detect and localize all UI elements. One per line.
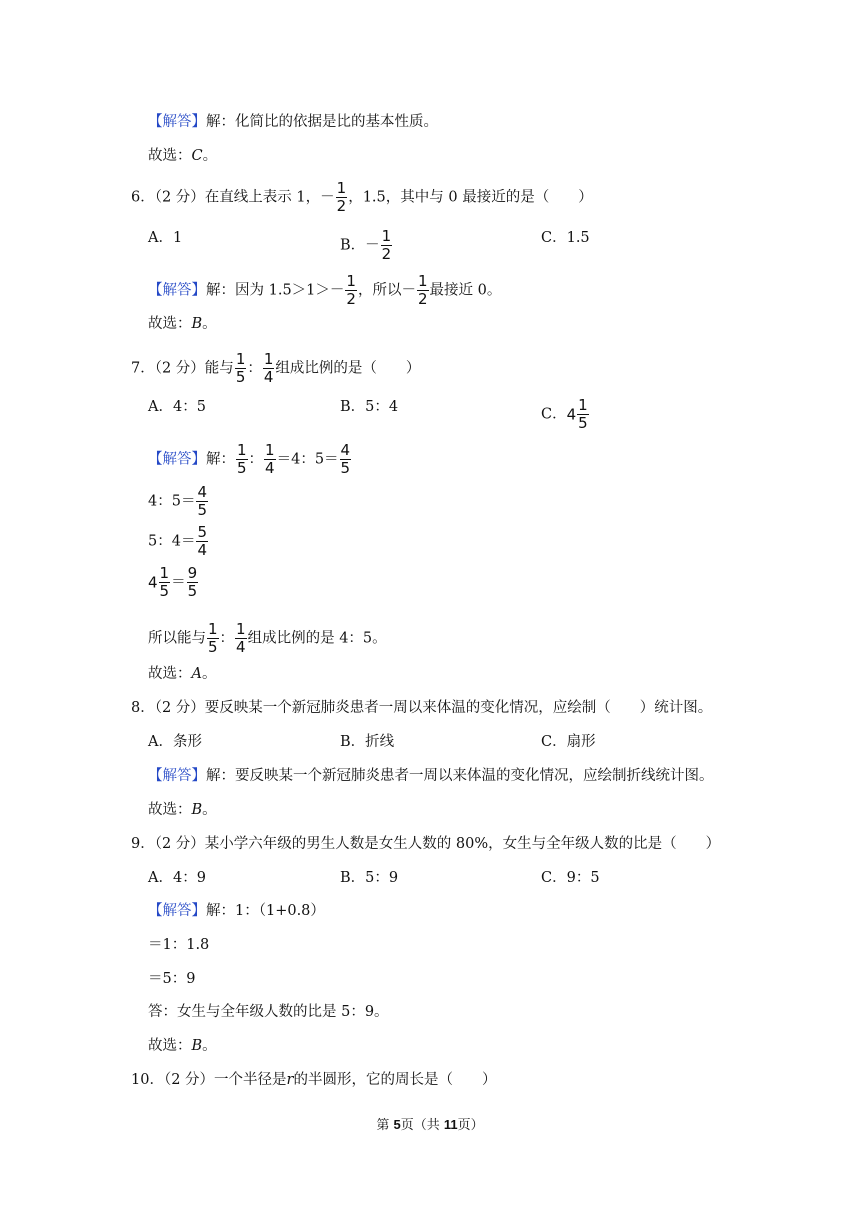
numerator: 1 bbox=[159, 564, 170, 582]
denominator: 2 bbox=[346, 290, 356, 308]
choice-suffix: 。 bbox=[201, 666, 217, 682]
numerator: 1 bbox=[346, 272, 356, 290]
page-footer bbox=[0, 1114, 860, 1133]
answer-tag: 【解答】 bbox=[148, 114, 206, 130]
q9-option-a: A．4：9 bbox=[148, 870, 206, 886]
minus-sign: － bbox=[329, 282, 345, 299]
q7-answer bbox=[148, 442, 352, 477]
fraction bbox=[340, 442, 352, 477]
q9-step-2: ＝5：9 bbox=[148, 971, 196, 987]
numerator: 1 bbox=[381, 227, 392, 245]
q9-option-c: C．9：5 bbox=[541, 870, 600, 886]
answer-text: ，所以 bbox=[357, 282, 402, 299]
q9-conclusion: 答：女生与全年级人数的比是 5：9。 bbox=[148, 1004, 389, 1020]
numerator: 4 bbox=[340, 441, 351, 459]
q8-option-c: C．扇形 bbox=[541, 734, 596, 750]
numerator: 1 bbox=[265, 441, 275, 459]
answer-text: 解：化简比的依据是比的基本性质。 bbox=[206, 114, 438, 130]
q9-stem: 9．（2 分）某小学六年级的男生人数是女生人数的 80%，女生与全年级人数的比是（ ） bbox=[131, 836, 721, 852]
fraction bbox=[336, 180, 348, 215]
q7-step-2 bbox=[148, 524, 209, 559]
answer-tag: 【解答】 bbox=[148, 768, 206, 784]
q8-option-b: B．折线 bbox=[340, 734, 395, 750]
q7-conclusion bbox=[148, 621, 387, 656]
option-label: B． bbox=[340, 237, 366, 254]
choice-suffix: 。 bbox=[202, 148, 218, 164]
q7-option-a: A．4：5 bbox=[148, 399, 206, 415]
numerator: 9 bbox=[187, 564, 198, 582]
footer-text: 页（共 bbox=[400, 1118, 444, 1133]
answer-tag: 【解答】 bbox=[148, 451, 206, 468]
ratio-sign: ： bbox=[247, 360, 262, 377]
variable: r bbox=[286, 1072, 294, 1088]
numerator: 4 bbox=[197, 483, 207, 501]
choice-suffix: 。 bbox=[202, 802, 217, 818]
ratio-sign: ： bbox=[248, 451, 264, 468]
choice-prefix: 故选： bbox=[148, 1038, 192, 1054]
step-text: 4：5＝ bbox=[148, 493, 196, 510]
stem-text: 6．（2 分）在直线上表示 1， bbox=[131, 189, 321, 206]
numerator: 5 bbox=[197, 523, 207, 541]
denominator: 5 bbox=[340, 459, 351, 477]
stem-text: 10．（2 分）一个半径是 bbox=[131, 1072, 287, 1088]
q7-option-c bbox=[541, 397, 590, 432]
fraction bbox=[577, 397, 589, 432]
q7-choice bbox=[148, 664, 216, 684]
q9-choice bbox=[148, 1036, 217, 1056]
numerator: 1 bbox=[417, 272, 428, 290]
q8-option-a: A．条形 bbox=[148, 734, 202, 750]
q5-answer bbox=[148, 112, 438, 132]
q8-stem: 8．（2 分）要反映某一个新冠肺炎患者一周以来体温的变化情况，应绘制（ ）统计图。 bbox=[131, 700, 713, 716]
footer-text: 第 bbox=[376, 1118, 394, 1133]
q9-option-b: B．5：9 bbox=[340, 870, 399, 886]
minus-sign: － bbox=[401, 282, 416, 299]
denominator: 5 bbox=[578, 414, 588, 432]
fraction bbox=[264, 442, 276, 477]
step-text: 5：4＝ bbox=[148, 533, 196, 550]
conclusion-text: 组成比例的是 4：5。 bbox=[247, 630, 387, 647]
q7-step-3 bbox=[148, 565, 199, 600]
equals-sign: ＝ bbox=[171, 574, 186, 591]
answer-tag: 【解答】 bbox=[148, 903, 206, 919]
denominator: 5 bbox=[187, 582, 198, 600]
fraction bbox=[345, 273, 357, 308]
page-number: 5 bbox=[393, 1117, 401, 1132]
answer-tag: 【解答】 bbox=[148, 282, 206, 299]
fraction bbox=[207, 621, 219, 656]
q5-choice bbox=[148, 146, 217, 166]
numerator: 1 bbox=[263, 350, 274, 368]
fraction bbox=[196, 524, 208, 559]
whole-number: 4 bbox=[148, 573, 158, 592]
stem-text: 7．（2 分）能与 bbox=[131, 360, 234, 377]
minus-sign: － bbox=[320, 189, 335, 206]
numerator: 1 bbox=[208, 620, 218, 638]
q6-stem bbox=[131, 180, 593, 215]
ratio-sign: ： bbox=[219, 630, 235, 647]
choice-letter: B bbox=[191, 316, 203, 332]
denominator: 4 bbox=[265, 459, 275, 477]
choice-letter: C bbox=[191, 148, 203, 164]
page-total: 11 bbox=[443, 1117, 458, 1132]
q6-option-b bbox=[340, 228, 393, 263]
denominator: 2 bbox=[381, 245, 392, 263]
footer-text: 页） bbox=[457, 1118, 484, 1133]
conclusion-text: 所以能与 bbox=[148, 630, 206, 647]
q7-step-1 bbox=[148, 484, 209, 519]
fraction bbox=[381, 228, 393, 263]
denominator: 4 bbox=[197, 541, 207, 559]
q6-option-a: A．1 bbox=[148, 230, 183, 246]
answer-text: 最接近 0。 bbox=[429, 282, 502, 299]
whole-number: 4 bbox=[566, 405, 577, 424]
choice-prefix: 故选： bbox=[148, 148, 192, 164]
q7-option-b: B．5：4 bbox=[340, 399, 399, 415]
q8-answer bbox=[148, 766, 714, 786]
choice-letter: B bbox=[191, 802, 203, 818]
denominator: 4 bbox=[236, 638, 246, 656]
numerator: 1 bbox=[237, 441, 247, 459]
denominator: 5 bbox=[237, 459, 247, 477]
choice-letter: A bbox=[191, 666, 202, 682]
numerator: 1 bbox=[578, 396, 588, 414]
denominator: 2 bbox=[336, 197, 347, 215]
choice-prefix: 故选： bbox=[148, 316, 192, 332]
fraction bbox=[159, 565, 171, 600]
choice-letter: B bbox=[191, 1038, 203, 1054]
choice-suffix: 。 bbox=[202, 1038, 217, 1054]
fraction bbox=[417, 273, 429, 308]
q9-step-1: ＝1：1.8 bbox=[148, 937, 210, 953]
denominator: 2 bbox=[417, 290, 428, 308]
fraction bbox=[187, 565, 199, 600]
option-label: C． bbox=[541, 406, 567, 423]
answer-text: 解：要反映某一个新冠肺炎患者一周以来体温的变化情况，应绘制折线统计图。 bbox=[206, 768, 714, 784]
answer-text: 解：因为 1.5＞1＞ bbox=[206, 282, 330, 299]
fraction bbox=[196, 484, 208, 519]
fraction bbox=[235, 621, 247, 656]
minus-sign: － bbox=[365, 237, 380, 254]
numerator: 1 bbox=[235, 350, 246, 368]
stem-text: ，1.5，其中与 0 最接近的是（ ） bbox=[348, 189, 593, 206]
fraction bbox=[235, 351, 247, 386]
fraction bbox=[263, 351, 275, 386]
stem-text: 的半圆形，它的周长是（ ） bbox=[293, 1072, 497, 1088]
numerator: 1 bbox=[236, 620, 246, 638]
answer-text: 解：1：（1+0.8） bbox=[206, 903, 325, 919]
q6-option-c: C．1.5 bbox=[541, 230, 590, 246]
choice-suffix: 。 bbox=[202, 316, 217, 332]
q10-stem bbox=[131, 1070, 496, 1090]
denominator: 5 bbox=[197, 501, 207, 519]
answer-text: ＝4：5＝ bbox=[276, 451, 339, 468]
stem-text: 组成比例的是（ ） bbox=[275, 360, 421, 377]
q7-stem bbox=[131, 351, 420, 386]
q6-choice bbox=[148, 314, 217, 334]
denominator: 5 bbox=[159, 582, 170, 600]
q6-answer bbox=[148, 273, 501, 308]
choice-prefix: 故选： bbox=[148, 666, 192, 682]
choice-prefix: 故选： bbox=[148, 802, 192, 818]
q9-answer bbox=[148, 901, 325, 921]
denominator: 4 bbox=[263, 368, 274, 386]
denominator: 5 bbox=[208, 638, 218, 656]
denominator: 5 bbox=[235, 368, 246, 386]
answer-text: 解： bbox=[206, 451, 235, 468]
fraction bbox=[236, 442, 248, 477]
numerator: 1 bbox=[336, 179, 347, 197]
q8-choice bbox=[148, 800, 217, 820]
